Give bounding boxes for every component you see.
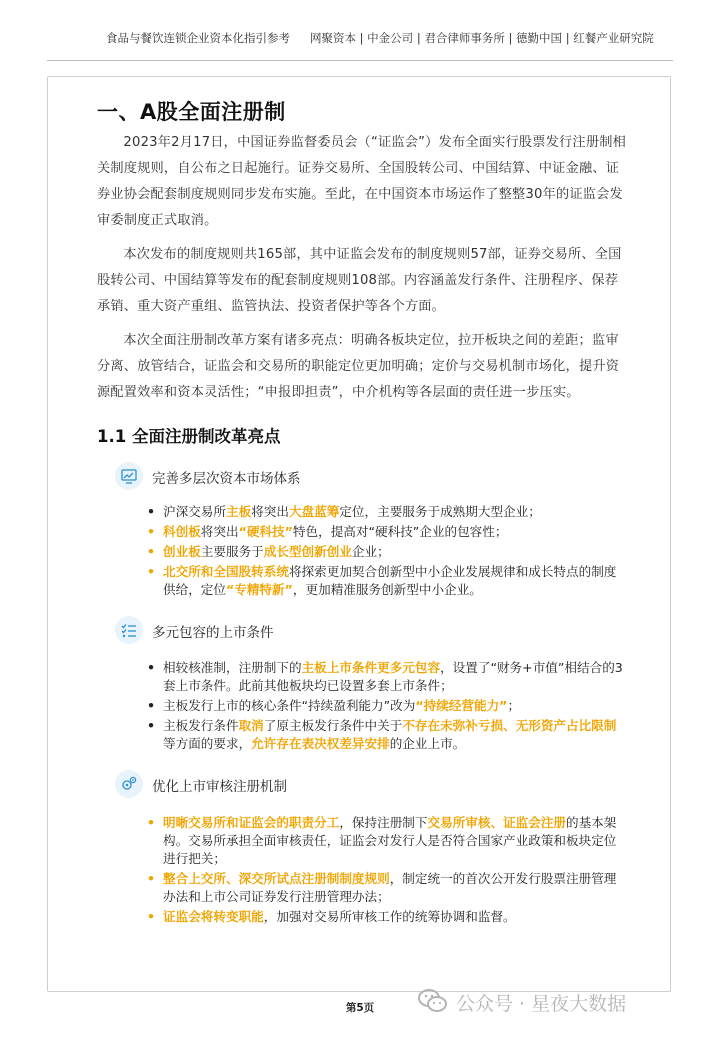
bullet-item (145, 908, 625, 926)
bullet-dot: • (146, 718, 156, 733)
highlighted-text: 明晰交易所和证监会的职责分工 (163, 815, 340, 830)
bullet-text: 了原主板发行条件中关于 (263, 718, 403, 733)
wechat-icon (418, 988, 448, 1014)
bullet-text: 主板发行条件 (163, 718, 239, 733)
bullet-list-market-system (145, 503, 625, 601)
paragraph-2: 本次发布的制度规则共165部，其中证监会发布的制度规则57部，证券交易所、全国股转公司、中国结算等发布的配套制度规则108部。内容涵盖发行条件、注册程序、保荐承销、重大资产重组、监管执法、投资者保护等各个方面。 (97, 247, 622, 314)
bullet-item (145, 543, 625, 561)
highlighted-text: “硬科技” (238, 524, 293, 539)
bullet-list-listing-conditions (145, 659, 625, 755)
bullet-text: 特色，提高对“硬科技”企业的包容性； (292, 524, 508, 539)
bullet-item (145, 717, 625, 753)
bullet-text: 主板发行上市的核心条件“持续盈利能力”改为 (163, 698, 416, 713)
header-divider (47, 60, 673, 61)
highlighted-text: 主板 (225, 504, 252, 519)
highlighted-text: 交易所审核、证监会注册 (427, 815, 566, 830)
highlighted-text: 取消 (238, 718, 264, 733)
section-heading-label: 多元包容的上市条件 (152, 625, 274, 641)
highlighted-text: 创业板 (163, 544, 201, 559)
highlighted-text: 整合上交所、深交所试点注册制制度规则 (163, 871, 390, 886)
bullet-text: ； (507, 698, 521, 713)
bullet-text: 的基本架构。交易所承担全面审核责任，证监会对发行人是否符合国家产业政策和板块定位进行把关； (163, 815, 617, 866)
bullet-text: ，更加精准服务创新型中小企业。 (292, 582, 482, 597)
bullet-text: ，设置了“财务+市值”相结合的3套上市条件。此前其他板块均已设置多套上市条件； (163, 660, 623, 693)
highlighted-text: 允许存在表决权差异安排 (251, 736, 390, 751)
bullet-item (145, 659, 625, 695)
page-number: 第5页 (345, 1002, 375, 1014)
bullet-dot: • (146, 524, 156, 539)
paragraph-1: 2023年2月17日，中国证券监督委员会（“证监会”）发布全面实行股票发行注册制相关制度规则，自公布之日起施行。证券交易所、全国股转公司、中国结算、中证金融、证券业协会配套制度规则同步发布实施。至此，在中国资本市场运作了整整30年的证监会发审委制度正式取消。 (97, 135, 626, 228)
bullet-dot: • (146, 698, 156, 713)
page-header (0, 30, 720, 48)
bullet-item (145, 870, 625, 906)
header-right-sources: 网聚资本 | 中金公司 | 君合律师事务所 | 德勤中国 | 红餐产业研究院 (310, 31, 654, 45)
bullet-item (145, 523, 625, 541)
bullet-item (145, 697, 625, 715)
gears-icon (115, 770, 143, 798)
header-left-title: 食品与餐饮连锁企业资本化指引参考 (106, 31, 290, 45)
bullet-text: 将突出 (200, 524, 239, 539)
bullet-dot: • (146, 504, 156, 519)
highlighted-text: 不存在未弥补亏损、无形资产占比限制 (402, 718, 617, 733)
bullet-text: 企业； (351, 544, 390, 559)
chart-board-icon (115, 462, 143, 490)
bullet-item (145, 563, 625, 599)
bullet-text: 沪深交易所 (163, 504, 226, 519)
section-heading-label: 优化上市审核注册机制 (152, 779, 287, 795)
bullet-text: 主要服务于 (200, 544, 264, 559)
highlighted-text: “专精特新” (225, 582, 293, 597)
bullet-dot: • (146, 909, 156, 924)
bullet-item (145, 814, 625, 868)
highlighted-text: 成长型创新创业 (263, 544, 352, 559)
bullet-dot: • (146, 871, 156, 886)
bullet-dot: • (146, 544, 156, 559)
watermark-text: 公众号 · 星夜大数据 (456, 993, 627, 1015)
bullet-text: 的企业上市。 (389, 736, 466, 751)
highlighted-text: 证监会将转变职能 (163, 909, 264, 924)
highlighted-text: 主板上市条件更多元包容 (301, 660, 441, 675)
highlighted-text: 科创板 (163, 524, 201, 539)
bullet-dot: • (146, 564, 156, 579)
checklist-icon (115, 616, 143, 644)
section-title: 一、A股全面注册制 (97, 100, 286, 124)
bullet-text: 将突出 (251, 504, 289, 519)
bullet-dot: • (146, 660, 156, 675)
bullet-text: 定位，主要服务于成熟期大型企业； (339, 504, 541, 519)
bullet-text: 将探索更加契合创新型中小企业发展规律和成长特点的制度供给，定位 (163, 564, 617, 597)
bullet-text: ，制定统一的首次公开发行股票注册管理办法和上市公司证券发行注册管理办法； (163, 871, 617, 904)
paragraph-3: 本次全面注册制改革方案有诸多亮点：明确各板块定位，拉开板块之间的差距；监审分离、放管结合，证监会和交易所的职能定位更加明确；定价与交易机制市场化，提升资源配置效率和资本灵活性；“申报即担责”，中介机构等各层面的责任进一步压实。 (97, 333, 620, 400)
highlighted-text: 大盘蓝筹 (288, 504, 340, 519)
bullet-list-review-mechanism (145, 814, 625, 928)
bullet-text: 等方面的要求， (163, 736, 252, 751)
highlighted-text: “持续经营能力” (415, 698, 508, 713)
subsection-title: 1.1 全面注册制改革亮点 (97, 427, 281, 446)
bullet-item (145, 503, 625, 521)
bullet-text: 相较核准制，注册制下的 (163, 660, 302, 675)
bullet-dot: • (146, 815, 156, 830)
section-heading-label: 完善多层次资本市场体系 (152, 471, 301, 487)
bullet-text: ，保持注册制下 (339, 815, 428, 830)
highlighted-text: 北交所和全国股转系统 (163, 564, 289, 579)
bullet-text: ，加强对交易所审核工作的统筹协调和监督。 (263, 909, 516, 924)
